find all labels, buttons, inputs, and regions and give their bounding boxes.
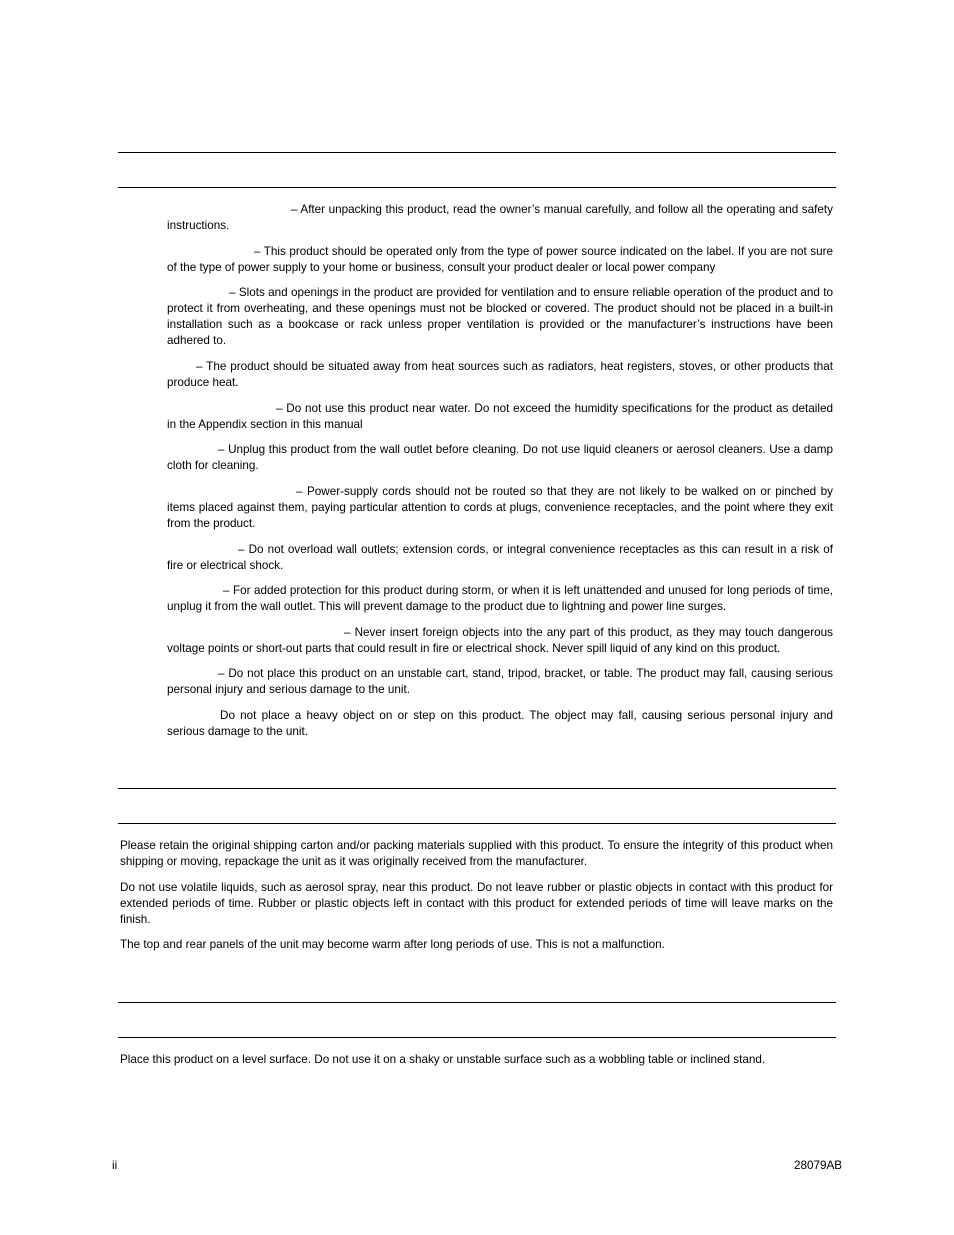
- section-2-top-rule: [118, 788, 836, 789]
- footer-page-number: ii: [112, 1159, 118, 1172]
- section-1-bottom-rule: [118, 187, 836, 188]
- footer-doc-id: 28079AB: [794, 1159, 843, 1172]
- safety-item-lightning: – For added protection for this product during storm, or when it is left unattended and unused for long periods of time, unplug it from the wall outlet. This will prevent damage to the product due to lightning and power line surges.: [167, 584, 833, 613]
- safety-item-water-moisture: – Do not use this product near water. Do not exceed the humidity specifications for the product as detailed in the Appendix section in this manual: [167, 402, 833, 431]
- section-3-top-rule: [118, 1002, 836, 1003]
- section-2-bottom-rule: [118, 823, 836, 824]
- care-item-volatile-liquids: Do not use volatile liquids, such as aerosol spray, near this product. Do not leave rubber or plastic objects in contact with this product for extended periods of time. Rubber or plastic objects left in contact with this product for extended periods of time will leave marks on the finish.: [120, 881, 833, 926]
- safety-item-power-sources: – This product should be operated only from the type of power source indicated on the label. If you are not sure of the type of power supply to your home or business, consult your product dealer or local power company: [167, 245, 833, 274]
- safety-item-object-liquid-entry: – Never insert foreign objects into the any part of this product, as they may touch dangerous voltage points or short-out parts that could result in fire or electrical shock. Never spill liquid of any kind on this product.: [167, 626, 833, 655]
- safety-item-power-cord: – Power-supply cords should not be routed so that they are not likely to be walked on or pinched by items placed against them, paying particular attention to cords at plugs, convenience receptacles, and the point where they exit from the product.: [167, 485, 833, 530]
- safety-item-overloading: – Do not overload wall outlets; extension cords, or integral convenience receptacles as this can result in a risk of fire or electrical shock.: [167, 543, 833, 572]
- safety-item-ventilation: – Slots and openings in the product are provided for ventilation and to ensure reliable operation of the product and to protect it from overheating, and these openings must not be blocked or covered. The product should not be placed in a built-in installation such as a bookcase or rack unless proper ventilation is provided or the manufacturer’s instructions have been adhered to.: [167, 286, 833, 347]
- section-1-top-rule: [118, 152, 836, 153]
- section-3-bottom-rule: [118, 1037, 836, 1038]
- safety-item-accessories: – Do not place this product on an unstable cart, stand, tripod, bracket, or table. The product may fall, causing serious personal injury and serious damage to the unit.: [167, 667, 833, 696]
- safety-item-heat: – The product should be situated away from heat sources such as radiators, heat registers, stoves, or other products that produce heat.: [167, 360, 833, 389]
- safety-item-read-instructions: – After unpacking this product, read the owner’s manual carefully, and follow all the operating and safety instructions.: [167, 203, 833, 232]
- placement-item-level-surface: Place this product on a level surface. Do not use it on a shaky or unstable surface such as a wobbling table or inclined stand.: [120, 1053, 766, 1066]
- care-item-shipping: Please retain the original shipping carton and/or packing materials supplied with this product. To ensure the integrity of this product when shipping or moving, repackage the unit as it was originally received from the manufacturer.: [120, 839, 833, 868]
- safety-item-heavy-objects: Do not place a heavy object on or step on this product. The object may fall, causing serious personal injury and serious damage to the unit.: [167, 709, 833, 738]
- safety-item-cleaning: – Unplug this product from the wall outlet before cleaning. Do not use liquid cleaners or aerosol cleaners. Use a damp cloth for cleaning.: [167, 443, 833, 472]
- care-item-warm-panels: The top and rear panels of the unit may become warm after long periods of use. This is not a malfunction.: [120, 938, 665, 951]
